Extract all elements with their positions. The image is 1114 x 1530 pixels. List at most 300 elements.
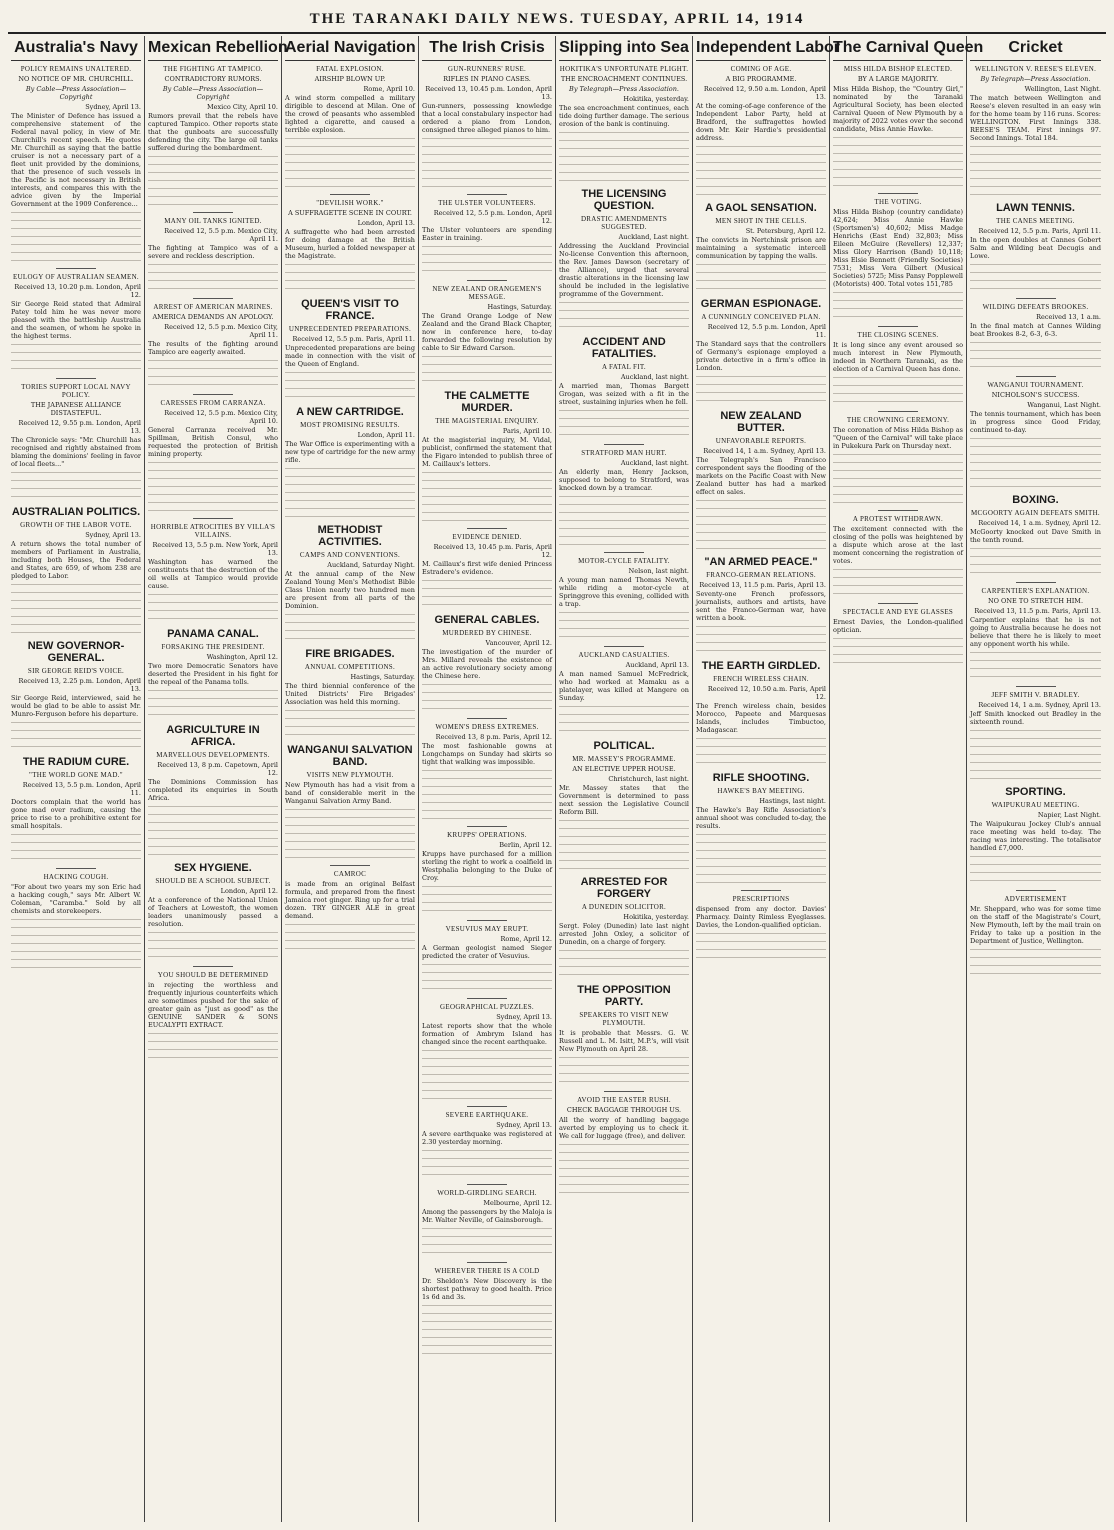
news-column <box>693 36 840 1522</box>
article-headline: AVOID THE EASTER RUSH. <box>577 1096 671 1104</box>
body-text-lines <box>970 854 1101 884</box>
article-big-headline: SEX HYGIENE. <box>174 862 252 874</box>
article <box>970 890 1101 977</box>
article-body: A married man, Thomas Bargett Grogan, was seized with a fit in the street, sustaining injuries when he fell. <box>559 382 689 406</box>
article <box>970 298 1101 370</box>
article-headline: "DEVILISH WORK." <box>316 199 384 207</box>
body-text-lines <box>285 708 415 738</box>
article-big-headline: GERMAN ESPIONAGE. <box>700 298 822 310</box>
divider <box>467 280 507 281</box>
article-headline: THE MAGISTERIAL ENQUIRY. <box>435 417 539 425</box>
article <box>833 510 963 597</box>
article-dateline: Paris, April 10. <box>502 427 552 435</box>
article-body: A wind storm compelled a military dirigible to descend at Milan. One of the crowd of peasants who assembled lighted a cigarette, and caused a terrible explosion. <box>285 94 415 134</box>
article-big-headline: WANGANUI SALVATION BAND. <box>287 744 413 768</box>
body-text-lines <box>422 136 552 188</box>
body-text-lines <box>696 832 826 884</box>
article <box>422 1106 552 1178</box>
article-body: New Plymouth has had a visit from a band of considerable merit in the Wanganui Salvation Army Band. <box>285 781 415 805</box>
article <box>11 378 141 500</box>
article-headline: WORLD-GIRDLING SEARCH. <box>437 1189 537 1197</box>
article-body: A man named Samuel McFredrick, who had worked at Mamaku as a platelayer, was killed at Mangere on Sunday. <box>559 670 689 702</box>
body-text-lines <box>559 818 689 870</box>
article-dateline: Auckland, April 13. <box>625 661 689 669</box>
article-body: "For about two years my son Eric had a hacking cough," says Mr. Albert W. Coleman, "Caramba." Sold by all chemists and storekeepers. <box>11 883 141 915</box>
body-text-lines <box>285 136 415 188</box>
column-heading: Independent Labor <box>696 38 826 61</box>
article-byline: By Telegraph—Press Association. <box>980 75 1091 83</box>
article-body: McGoorty knocked out Dave Smith in the tenth round. <box>970 528 1101 544</box>
article-body: A German geologist named Sieger predicted the crater of Vesuvius. <box>422 944 552 960</box>
body-text-lines <box>422 1303 552 1355</box>
article-body: At the annual camp of the New Zealand Young Men's Methodist Bible Class Union nearly two hundred men are present from all parts of the Dominion. <box>285 570 415 610</box>
article-headline: CAMPS AND CONVENTIONS. <box>299 551 401 559</box>
article-body: In the open doubles at Cannes Gobert Salm and Wilding beat Decugis and Lowe. <box>970 236 1101 260</box>
article <box>422 920 552 992</box>
body-text-lines <box>696 144 826 196</box>
divider <box>193 518 233 519</box>
body-text-lines <box>285 922 415 952</box>
article-big-headline: RIFLE SHOOTING. <box>712 772 810 784</box>
article-headline: MR. MASSEY'S PROGRAMME. <box>572 755 676 763</box>
article <box>148 966 278 1061</box>
article-body: Addressing the Auckland Provincial No-license Convention this afternoon, the Rev. James Dawson (secretary of the Alliance), urged that several drastic alterations in the licensing law should be included in the legislative programme of the Government. <box>559 242 689 298</box>
article-big-headline: NEW GOVERNOR-GENERAL. <box>27 640 125 664</box>
article-headline: THE CROWNING CEREMONY. <box>846 416 950 424</box>
article <box>696 202 826 292</box>
body-text-lines <box>285 262 415 292</box>
article-headline: MANY OIL TANKS IGNITED. <box>164 217 262 225</box>
article <box>285 524 415 642</box>
divider <box>878 510 918 511</box>
article <box>148 212 278 292</box>
article-headline: WHEREVER THERE IS A COLD <box>434 1267 540 1275</box>
article-body: The match between Wellington and Reese's eleven resulted in an easy win for the home team by 116 runs. Scores: WELLINGTON. First Innings 338. REESE'S TEAM. First innings 97. Second Innings. Total 184. <box>970 94 1101 142</box>
article-dateline: Received 14, 1 a.m. Sydney, April 13. <box>703 447 826 455</box>
divider <box>56 378 96 379</box>
article-dateline: Hokitika, yesterday. <box>623 95 689 103</box>
divider <box>467 998 507 999</box>
article-body: The Chronicle says: "Mr. Churchill has recognised and rightly abstained from blaming the dominions' feeling in favor of local fleets..." <box>11 436 141 468</box>
column-heading: Australia's Navy <box>11 38 141 61</box>
body-text-lines <box>970 144 1101 196</box>
article-body: Unprecedented preparations are being made in connection with the visit of the Queen of England. <box>285 344 415 368</box>
article <box>559 1091 689 1194</box>
divider <box>1016 890 1056 891</box>
article-big-headline: POLITICAL. <box>593 740 655 752</box>
article <box>285 744 415 859</box>
article-headline: MEN SHOT IN THE CELLS. <box>715 217 807 225</box>
body-text-lines <box>148 930 278 960</box>
article <box>285 65 415 188</box>
body-text-lines <box>11 720 141 750</box>
article-headline: MARVELLOUS DEVELOPMENTS. <box>156 751 270 759</box>
article-headline: UNFAVORABLE REPORTS. <box>715 437 807 445</box>
body-text-lines <box>11 210 141 262</box>
article-dateline: Received 12, 9.55 p.m. London, April 13. <box>18 419 141 435</box>
article-dateline: Sydney, April 13. <box>496 1121 552 1129</box>
article-subhead: NO ONE TO STRETCH HIM. <box>987 597 1084 605</box>
body-text-lines <box>833 375 963 405</box>
article-body: The War Office is experimenting with a new type of cartridge for the new army rifle. <box>285 440 415 464</box>
article <box>559 336 689 438</box>
article-dateline: Received 13, 10.45 p.m. London, April 13. <box>425 85 552 101</box>
body-text-lines <box>11 342 141 372</box>
body-text-lines <box>285 807 415 859</box>
article <box>833 193 963 320</box>
article-body: The Ulster volunteers are spending Easter in training. <box>422 226 552 242</box>
article-dateline: Sydney, April 13. <box>85 103 141 111</box>
article <box>696 298 826 404</box>
article <box>422 1262 552 1355</box>
article <box>148 298 278 388</box>
article-headline: SIR GEORGE REID'S VOICE. <box>27 667 125 675</box>
article-big-headline: METHODIST ACTIVITIES. <box>317 524 383 548</box>
article-dateline: Received 13, 8 p.m. Paris, April 12. <box>435 733 552 741</box>
article-big-headline: SPORTING. <box>1005 786 1066 798</box>
body-text-lines <box>11 582 141 634</box>
article-big-headline: ACCIDENT AND FATALITIES. <box>582 336 666 360</box>
divider <box>1016 298 1056 299</box>
body-text-lines <box>422 578 552 608</box>
article <box>422 528 552 608</box>
article-dateline: Mexico City, April 10. <box>207 103 278 111</box>
article-subhead: BY A LARGE MAJORITY. <box>857 75 939 83</box>
article-headline: HAWKE'S BAY MEETING. <box>717 787 805 795</box>
article-body: Miss Hilda Bishop, the "Country Girl," nominated by the Taranaki Agricultural Society, has been elected Carnival Queen of New Plymouth by a majority of 2022 votes over the second candidate, Miss Annie Hawke. <box>833 85 963 133</box>
article-body: The Waipukurau Jockey Club's annual race meeting was held to-day. The racing was interesting. The totalisator handled £7,000. <box>970 820 1101 852</box>
body-text-lines <box>970 546 1101 576</box>
article-dateline: Rome, April 12. <box>500 935 552 943</box>
article <box>833 603 963 666</box>
article-body: The Standard says that the controllers of Germany's espionage employed a private detective in a firm's office in London. <box>696 340 826 372</box>
article-headline: HOKITIKA'S UNFORTUNATE PLIGHT. <box>559 65 689 73</box>
body-text-lines <box>833 290 963 320</box>
divider <box>56 268 96 269</box>
article-headline: THE CANES MEETING. <box>996 217 1075 225</box>
article-body: is made from an original Belfast formula, and prepared from the finest Jamaica root ginger. Ring up for a trial dozen. TRY GINGER ALE in great demand. <box>285 880 415 920</box>
article-body: A return shows the total number of members of Parliament in Australia, including both Houses, the Federal and States, are 659, of whom 238 are pledged to Labor. <box>11 540 141 580</box>
article-headline: ARREST OF AMERICAN MARINES. <box>153 303 273 311</box>
divider <box>467 1184 507 1185</box>
article <box>970 686 1101 780</box>
article-headline: VESUVIUS MAY ERUPT. <box>445 925 529 933</box>
article-dateline: Hokitika, yesterday. <box>623 913 689 921</box>
article-big-headline: GENERAL CABLES. <box>434 614 540 626</box>
article <box>833 65 963 187</box>
body-text-lines <box>559 494 689 546</box>
body-text-lines <box>696 624 826 654</box>
article-dateline: Nelson, last night. <box>628 567 689 575</box>
divider <box>193 966 233 967</box>
divider <box>330 194 370 195</box>
article-headline: MOST PROMISING RESULTS. <box>300 421 400 429</box>
article-subhead: A SUFFRAGETTE SCENE IN COURT. <box>288 209 412 217</box>
column-heading: Mexican Rebellion <box>148 38 278 61</box>
divider <box>878 193 918 194</box>
article-subhead: AMERICA DEMANDS AN APOLOGY. <box>152 313 274 321</box>
article-headline: DRASTIC AMENDMENTS SUGGESTED. <box>580 215 668 231</box>
article <box>559 740 689 870</box>
article <box>833 326 963 405</box>
news-column <box>8 36 145 1522</box>
article-headline: THE CLOSING SCENES. <box>857 331 939 339</box>
article-body: Sir George Reid, interviewed, said he would be glad to be able to assist Mr. Munro-Ferguson before his departure. <box>11 694 141 718</box>
article-body: Carpentier explains that he is not going to Australia because he does not believe that there he is likely to meet any opponent worth his while. <box>970 616 1101 648</box>
newspaper-page <box>8 6 1106 1524</box>
article <box>148 65 278 206</box>
article-headline: GROWTH OF THE LABOR VOTE. <box>20 521 132 529</box>
article <box>970 494 1101 576</box>
body-text-lines <box>833 135 963 187</box>
article-body: The fighting at Tampico was of a severe and reckless description. <box>148 244 278 260</box>
article <box>559 984 689 1085</box>
article-headline: STRATFORD MAN HURT. <box>581 449 667 457</box>
article-dateline: Received 14, 1 a.m. Sydney, April 13. <box>978 701 1101 709</box>
article-headline: YOU SHOULD BE DETERMINED <box>157 971 269 979</box>
article-dateline: Melbourne, April 12. <box>483 1199 552 1207</box>
article <box>559 188 689 330</box>
article <box>148 628 278 718</box>
divider <box>878 411 918 412</box>
article-headline: FORSAKING THE PRESIDENT. <box>161 643 265 651</box>
article-byline: By Cable—Press Association—Copyright <box>25 85 127 101</box>
article <box>696 410 826 550</box>
article <box>559 65 689 182</box>
article-dateline: Berlin, April 12. <box>499 841 552 849</box>
article-headline: PRESCRIPTIONS <box>732 895 790 903</box>
article <box>970 376 1101 488</box>
article-body: The Dominions Commission has completed its enquiries in South Africa. <box>148 778 278 802</box>
article-big-headline: A GAOL SENSATION. <box>705 202 817 214</box>
article-headline: A CUNNINGLY CONCEIVED PLAN. <box>701 313 821 321</box>
divider <box>467 194 507 195</box>
article-body: Rumors prevail that the rebels have captured Tampico. Other reports state that the gunboats are successfully defending the city. The large oil tanks suffered during the bombardment. <box>148 112 278 152</box>
article-headline: WOMEN'S DRESS EXTREMES. <box>435 723 539 731</box>
columns <box>8 36 1106 1522</box>
article <box>11 756 141 862</box>
body-text-lines <box>422 962 552 992</box>
divider <box>1016 376 1056 377</box>
article-headline: ADVERTISEMENT <box>1004 895 1067 903</box>
article-dateline: Received 12, 5.5 p.m. Mexico City, April 11. <box>164 227 278 243</box>
article-byline: By Cable—Press Association—Copyright <box>162 85 264 101</box>
article-headline: WILDING DEFEATS BROOKES. <box>982 303 1089 311</box>
article-big-headline: BOXING. <box>1012 494 1059 506</box>
body-text-lines <box>970 947 1101 977</box>
article-dateline: Wanganui, Last Night. <box>1027 401 1101 409</box>
article-dateline: Received 13, 8 p.m. Capetown, April 12. <box>157 761 278 777</box>
article-body: The Hawke's Bay Rifle Association's annual shoot was concluded to-day, the results. <box>696 806 826 830</box>
body-text-lines <box>559 408 689 438</box>
article-body: in rejecting the worthless and frequently injurious counterfeits which are sometimes pushed for the sake of greater gain as "just as good" as the GENUINE SANDER & SONS EUCALYPTI EXTRACT. <box>148 981 278 1029</box>
article-headline: SHOULD BE A SCHOOL SUBJECT. <box>155 877 271 885</box>
article-body: The tennis tournament, which has been in progress since Good Friday, continued to-day. <box>970 410 1101 434</box>
article-dateline: London, April 12. <box>220 887 278 895</box>
news-column <box>145 36 288 1522</box>
body-text-lines <box>285 370 415 400</box>
body-text-lines <box>148 688 278 718</box>
divider <box>604 552 644 553</box>
article-headline: HACKING COUGH. <box>43 873 109 881</box>
article-body: Ernest Davies, the London-qualified optician. <box>833 618 963 634</box>
article-big-headline: THE LICENSING QUESTION. <box>581 188 667 212</box>
article-big-headline: THE EARTH GIRDLED. <box>701 660 821 672</box>
body-text-lines <box>422 1226 552 1256</box>
article <box>422 718 552 820</box>
news-column <box>830 36 984 1522</box>
body-text-lines <box>422 1148 552 1178</box>
article-dateline: Vancouver, April 12. <box>485 639 552 647</box>
divider <box>1016 582 1056 583</box>
article-big-headline: AGRICULTURE IN AFRICA. <box>166 724 260 748</box>
body-text-lines <box>11 832 141 862</box>
article-body: The Grand Orange Lodge of New Zealand and the Grand Black Chapter, now in conference here, to-day forwarded the following resolution by cable to Sir Edward Carson. <box>422 312 552 352</box>
body-text-lines <box>833 636 963 666</box>
article-headline: SEVERE EARTHQUAKE. <box>445 1111 529 1119</box>
article <box>422 1184 552 1256</box>
article-dateline: Received 12, 5.5 p.m. London, April 12. <box>433 209 552 225</box>
article-dateline: Received 12, 9.50 a.m. London, April 13. <box>703 85 826 101</box>
article-dateline: Hastings, Saturday. <box>350 673 415 681</box>
article-body: Sir George Reid stated that Admiral Patey told him he was never more pleased with the battleship Australia and the seamen, of whom he spoke in the highest terms. <box>11 300 141 340</box>
article-headline: SPECTACLE AND EYE GLASSES <box>842 608 954 616</box>
article-body: dispensed from any doctor. Davies' Pharmacy. Dainty Rimless Eyeglasses. Davies, the London-qualified optician. <box>696 905 826 929</box>
article-dateline: Received 12, 5.5 p.m. Paris, April 11. <box>978 227 1101 235</box>
article-headline: WAIPUKURAU MEETING. <box>991 801 1080 809</box>
article-body: At a conference of the National Union of Teachers at Lowestoft, the women leaders unanimously passed a resolution. <box>148 896 278 928</box>
article-byline: By Telegraph—Press Association. <box>569 85 679 93</box>
divider <box>878 603 918 604</box>
article <box>559 876 689 978</box>
article <box>422 194 552 274</box>
body-text-lines <box>833 567 963 597</box>
column-heading: Slipping into Sea <box>559 38 689 61</box>
article-body: Dr. Sheldon's New Discovery is the shortest pathway to good health. Price 1s 6d and 3s. <box>422 1277 552 1301</box>
article-headline: FRENCH WIRELESS CHAIN. <box>713 675 809 683</box>
article-subhead: THE JAPANESE ALLIANCE DISTASTEFUL. <box>30 401 122 417</box>
article-big-headline: NEW ZEALAND BUTTER. <box>720 410 802 434</box>
article-headline: CAMROC <box>333 870 367 878</box>
article-dateline: Received 12, 5.5 p.m. Mexico City, April 11. <box>164 323 278 339</box>
article-subhead: THE ENCROACHMENT CONTINUES. <box>560 75 688 83</box>
body-text-lines <box>11 917 141 969</box>
body-text-lines <box>422 682 552 712</box>
article-headline: JEFF SMITH V. BRADLEY. <box>991 691 1080 699</box>
article-body: The convicts in Nertchinsk prison are maintaining a systematic intercell communication by tapping the walls. <box>696 236 826 260</box>
article-big-headline: "AN ARMED PEACE." <box>704 556 818 568</box>
body-text-lines <box>422 244 552 274</box>
divider <box>467 920 507 921</box>
divider <box>193 298 233 299</box>
article-body: Latest reports show that the whole formation of Ambrym Island has changed since the recent earthquake. <box>422 1022 552 1046</box>
article-big-headline: ARRESTED FOR FORGERY <box>580 876 668 900</box>
article-headline: THE VOTING. <box>874 198 922 206</box>
body-text-lines <box>970 650 1101 680</box>
article-body: It is probable that Messrs. G. W. Russell and L. M. Isitt, M.P.'s, will visit New Plymouth on April 28. <box>559 1029 689 1053</box>
divider <box>56 868 96 869</box>
news-column <box>556 36 693 1522</box>
article-headline: EULOGY OF AUSTRALIAN SEAMEN. <box>13 273 139 281</box>
article-big-headline: FIRE BRIGADES. <box>305 648 395 660</box>
column-heading: Aerial Navigation <box>285 38 415 61</box>
masthead <box>8 6 1106 34</box>
article-body: A severe earthquake was registered at 2.30 yesterday morning. <box>422 1130 552 1146</box>
article-headline: GEOGRAPHICAL PUZZLES. <box>440 1003 534 1011</box>
article-headline: WANGANUI TOURNAMENT. <box>987 381 1084 389</box>
divider <box>467 718 507 719</box>
article-body: The results of the fighting around Tampico are eagerly awaited. <box>148 340 278 356</box>
article-body: The Telegraph's San Francisco correspondent says the flooding of the markets on the Pacific Coast with New Zealand butter has had a marked effect on sales. <box>696 456 826 496</box>
article-dateline: Received 13, 11.5 p.m. Paris, April 13. <box>974 607 1101 615</box>
article <box>422 390 552 522</box>
article <box>11 506 141 634</box>
article-big-headline: QUEEN'S VISIT TO FRANCE. <box>301 298 399 322</box>
article-body: In the final match at Cannes Wilding beat Brookes 8-2, 6-3, 6-3. <box>970 322 1101 338</box>
article <box>422 614 552 712</box>
article-body: The Minister of Defence has issued a comprehensive statement of the Federal naval policy, in view of Mr. Churchill's recent speech. He quotes Mr. Churchill as saying that the battle cruiser is not a necessary part of a fleet unit provided by the dominions, that the presence of such vessels in the Pacific is not necessary in British interests, and compares this with the advice given by the Imperial Government at the 1909 Conference... <box>11 112 141 208</box>
body-text-lines <box>422 884 552 914</box>
article-big-headline: THE OPPOSITION PARTY. <box>577 984 671 1008</box>
article-headline: THE FIGHTING AT TAMPICO. <box>163 65 263 73</box>
article-body: Sergt. Foley (Dunedin) late last night arrested John Oxley, a solicitor of Dunedin, on a charge of forgery. <box>559 922 689 946</box>
article-body: Miss Hilda Bishop (country candidate) 42,624; Miss Annie Hawke (Sportsmen's) 40,602; Miss Madge Henrichs (East End) 32,803; Miss Eileen McGuire (Revellers) 12,337; Miss Glory Harrison (Band) 10,118; Miss Elsie Bennett (Friendly Societies) 7531; Miss Vera Gilbert (Musical Societies) 5725; Miss Pansy Popplewell (Motorists) 400. Total votes 151,785 <box>833 208 963 288</box>
article <box>970 582 1101 680</box>
article-big-headline: THE CALMETTE MURDER. <box>444 390 530 414</box>
article-dateline: Auckland, Saturday Night. <box>327 561 415 569</box>
article-subhead: AIRSHIP BLOWN UP. <box>314 75 386 83</box>
article-headline: CARPENTIER'S EXPLANATION. <box>981 587 1090 595</box>
article-headline: "THE WORLD GONE MAD." <box>29 771 123 779</box>
article <box>148 724 278 856</box>
article-body: The third biennial conference of the United Districts' Fire Brigades' Association was held this morning. <box>285 682 415 706</box>
article <box>422 998 552 1100</box>
body-text-lines <box>970 728 1101 780</box>
body-text-lines <box>559 704 689 734</box>
article-headline: HORRIBLE ATROCITIES BY VILLA'S VILLAINS. <box>150 523 276 539</box>
article-subhead: RIFLES IN PIANO CASES. <box>443 75 531 83</box>
article-dateline: Auckland, last night. <box>620 373 689 381</box>
article <box>148 394 278 512</box>
article-dateline: London, April 13. <box>357 219 415 227</box>
body-text-lines <box>696 262 826 292</box>
article-dateline: Received 13, 11.5 p.m. Paris, April 13. <box>699 581 826 589</box>
article <box>696 65 826 196</box>
news-column <box>967 36 1104 1522</box>
divider <box>604 646 644 647</box>
article-headline: WELLINGTON V. REESE'S ELEVEN. <box>974 65 1097 73</box>
article-dateline: Sydney, April 13. <box>85 531 141 539</box>
divider <box>467 528 507 529</box>
divider <box>467 1106 507 1107</box>
article-headline: A DUNEDIN SOLICITOR. <box>581 903 667 911</box>
article-dateline: Auckland, last night. <box>620 459 689 467</box>
article-headline: GUN-RUNNERS' RUSE. <box>447 65 527 73</box>
article-body: Mr. Sheppard, who was for some time on the staff of the Magistrate's Court, New Plymouth, left by the mail train on Friday to take up a position in the Department of Justice, Wellington. <box>970 905 1101 945</box>
article-headline: A FATAL FIT. <box>602 363 646 371</box>
body-text-lines <box>148 460 278 512</box>
article-body: Gun-runners, possessing knowledge that a local constabulary inspector had ordered a piano from London, consigned three alleged pianos to him. <box>422 102 552 134</box>
article-dateline: London, April 11. <box>357 431 415 439</box>
article-dateline: Hastings, Saturday. <box>487 303 552 311</box>
article <box>970 202 1101 292</box>
article-subhead: AN ELECTIVE UPPER HOUSE. <box>572 765 676 773</box>
body-text-lines <box>148 154 278 206</box>
article-headline: MCGOORTY AGAIN DEFEATS SMITH. <box>971 509 1100 517</box>
article-headline: FATAL EXPLOSION. <box>316 65 384 73</box>
article-body: Mr. Massey states that the Government is determined to pass next session the Legislative Council Reform Bill. <box>559 784 689 816</box>
body-text-lines <box>285 612 415 642</box>
